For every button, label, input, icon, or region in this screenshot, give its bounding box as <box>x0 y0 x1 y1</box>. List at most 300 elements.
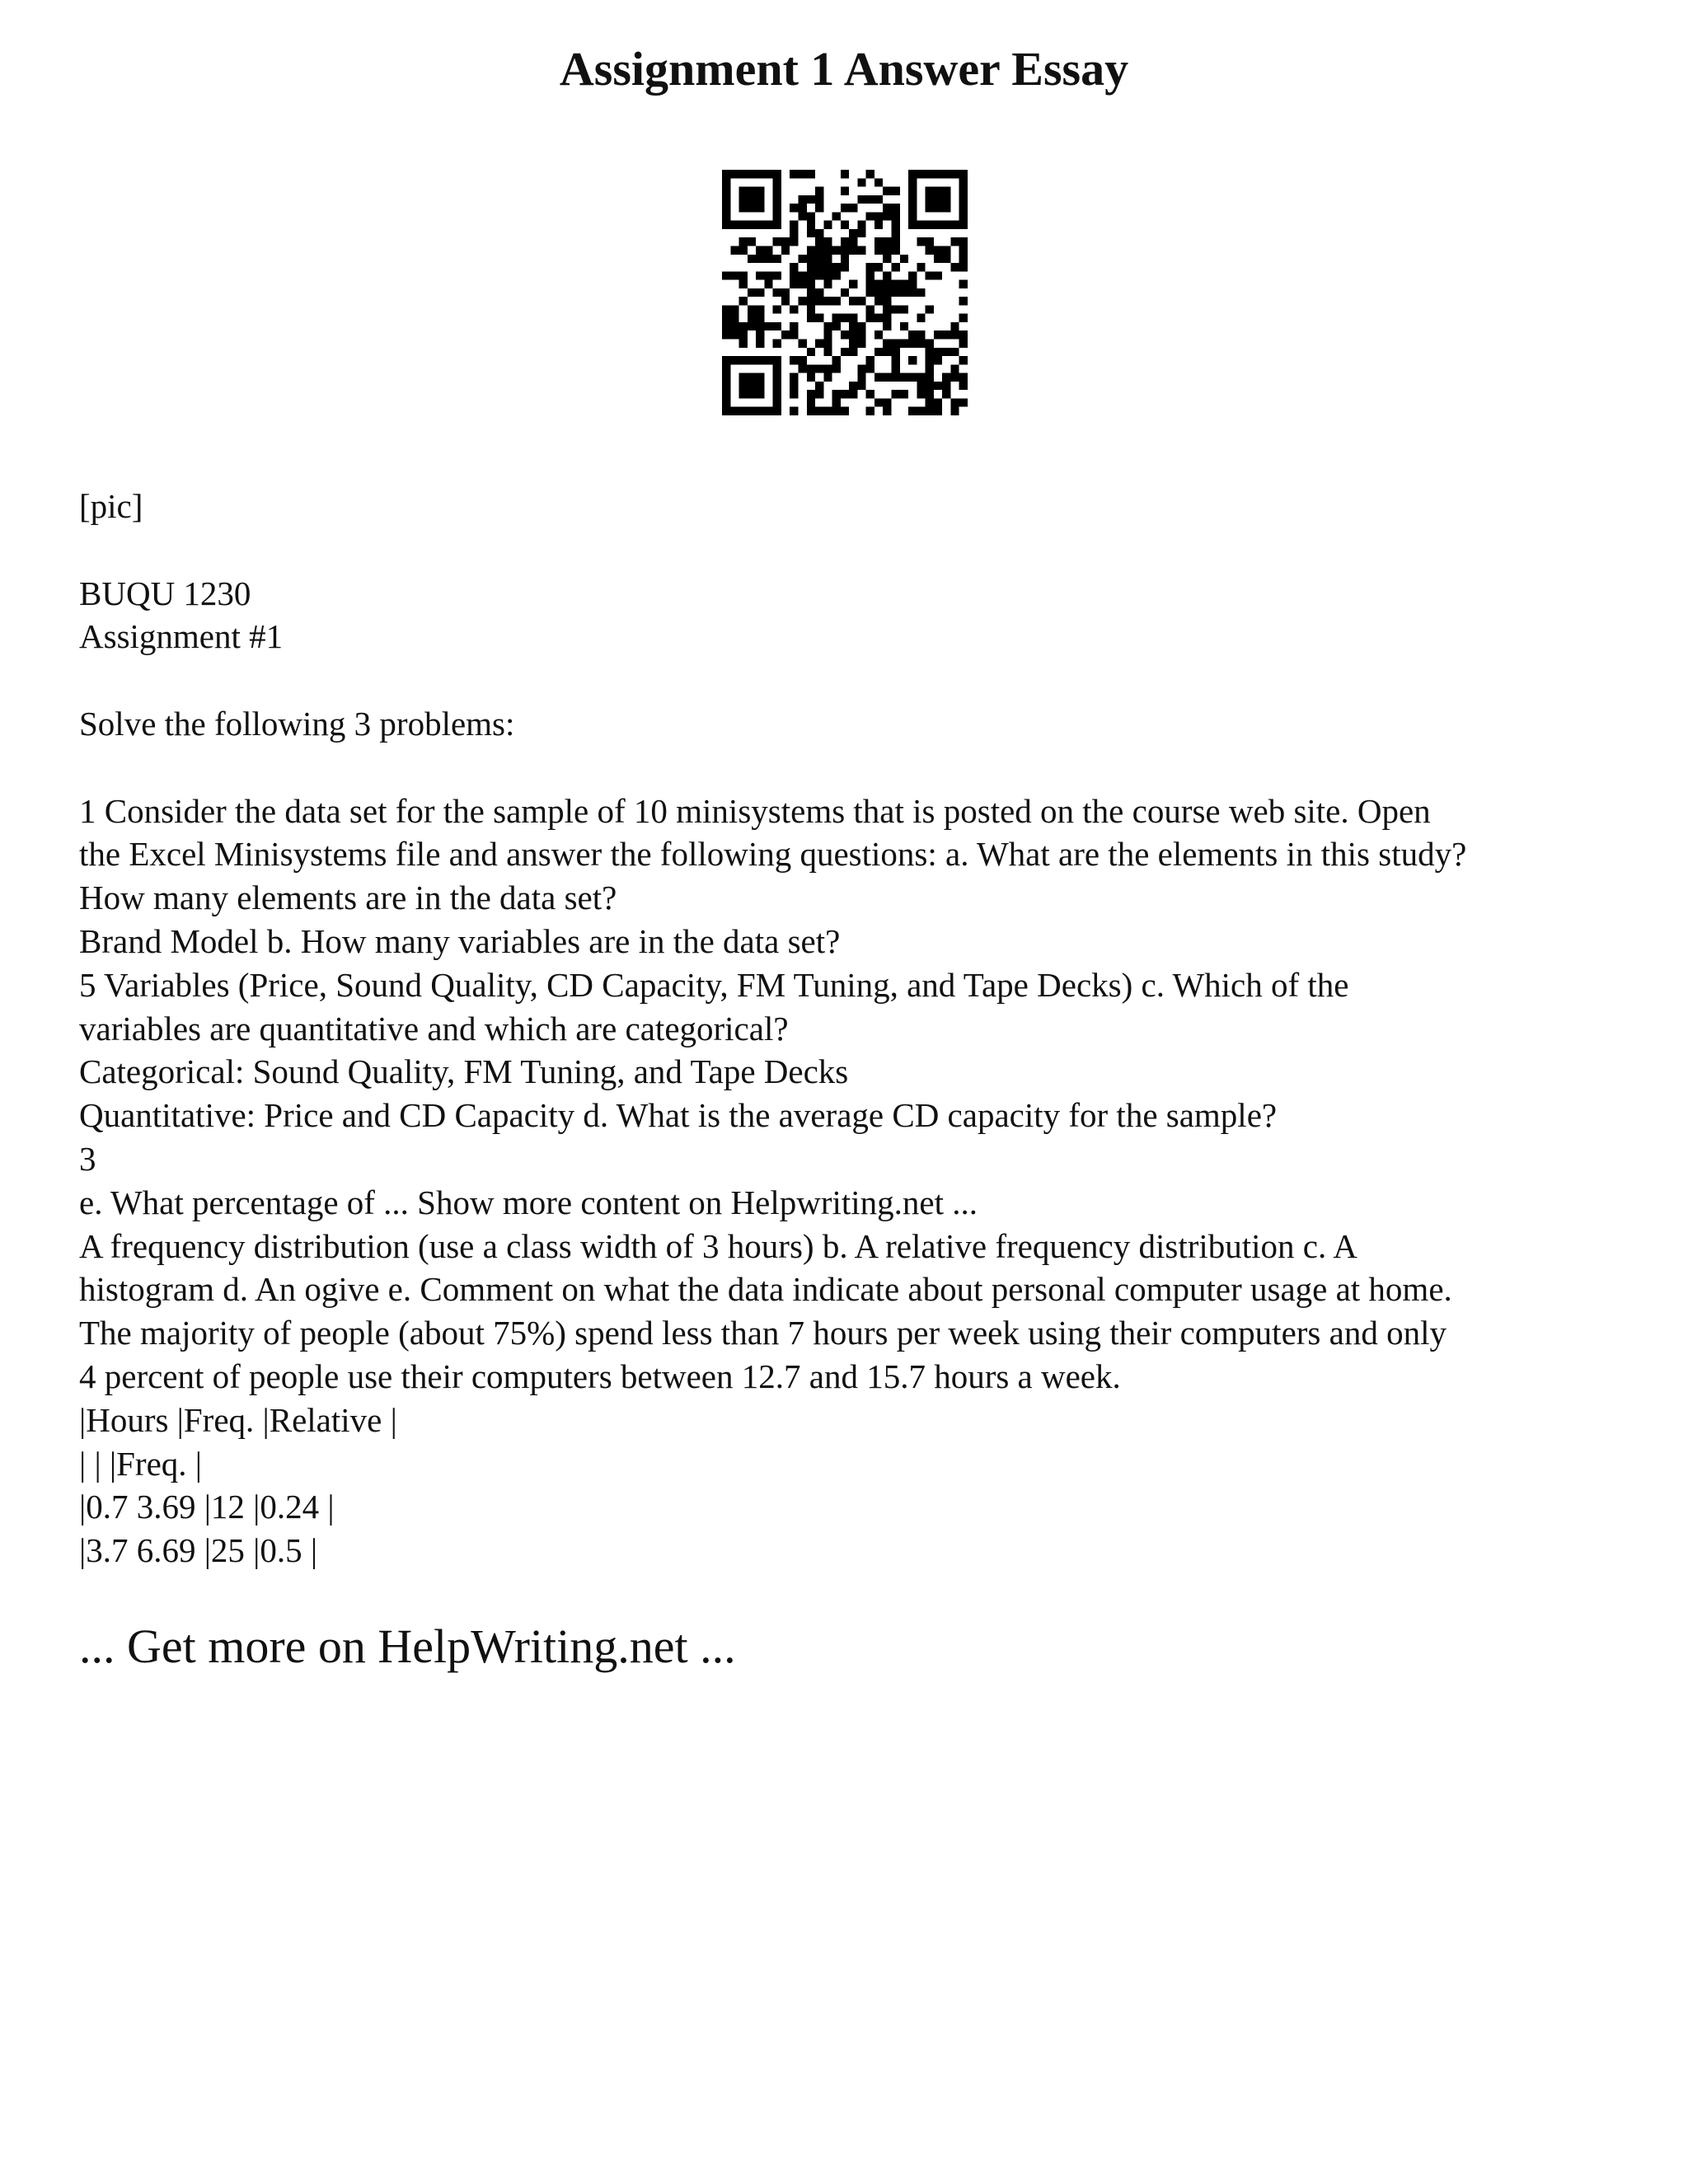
qr-module <box>773 288 781 297</box>
problem-line: How many elements are in the data set? <box>79 879 617 917</box>
qr-module <box>926 398 934 406</box>
qr-module <box>857 340 865 348</box>
qr-module <box>857 364 865 373</box>
qr-module <box>926 237 934 246</box>
qr-module <box>722 170 730 178</box>
qr-module <box>756 305 764 313</box>
qr-module <box>857 246 865 254</box>
pic-placeholder: [pic] <box>79 487 143 525</box>
qr-module <box>756 255 764 263</box>
qr-code[interactable] <box>722 170 968 415</box>
qr-module <box>790 305 798 313</box>
qr-module <box>917 314 925 322</box>
qr-module <box>849 280 857 288</box>
qr-module <box>866 195 874 204</box>
qr-module <box>883 373 891 382</box>
qr-module <box>874 348 883 356</box>
qr-module <box>857 382 865 390</box>
qr-module <box>790 229 798 237</box>
qr-module <box>866 212 874 220</box>
qr-module <box>857 322 865 330</box>
qr-module <box>739 204 748 212</box>
qr-module <box>722 314 730 322</box>
qr-module <box>722 305 730 313</box>
qr-module <box>874 221 883 229</box>
qr-module <box>841 255 849 263</box>
qr-module <box>959 221 968 229</box>
qr-module <box>739 356 748 364</box>
qr-module <box>756 407 764 415</box>
qr-module <box>900 255 908 263</box>
qr-module <box>823 340 832 348</box>
qr-module <box>841 187 849 195</box>
qr-module <box>781 237 790 246</box>
qr-module <box>739 373 748 382</box>
qr-module <box>798 271 806 279</box>
qr-module <box>892 229 900 237</box>
qr-module <box>926 390 934 398</box>
qr-module <box>722 178 730 186</box>
qr-module <box>773 373 781 382</box>
qr-module <box>722 221 730 229</box>
qr-module <box>849 390 857 398</box>
qr-module <box>934 407 942 415</box>
qr-module <box>764 246 772 254</box>
spacer <box>79 746 1645 790</box>
qr-module <box>874 398 883 406</box>
qr-module <box>866 356 874 364</box>
qr-module <box>950 348 959 356</box>
qr-module <box>790 204 798 212</box>
qr-module <box>815 229 823 237</box>
qr-module <box>849 204 857 212</box>
qr-module <box>798 280 806 288</box>
qr-module <box>722 212 730 220</box>
qr-module <box>959 373 968 382</box>
qr-module <box>874 280 883 288</box>
qr-module <box>934 398 942 406</box>
qr-module <box>773 398 781 406</box>
problem-line: The majority of people (about 75%) spend less than 7 hours per week using their computers and only <box>79 1314 1447 1352</box>
qr-module <box>823 364 832 373</box>
qr-module <box>934 348 942 356</box>
qr-module <box>798 212 806 220</box>
qr-module <box>773 271 781 279</box>
qr-module <box>823 322 832 330</box>
qr-module <box>942 330 950 339</box>
qr-module <box>908 187 917 195</box>
qr-module <box>722 271 730 279</box>
qr-module <box>874 330 883 339</box>
qr-module <box>917 330 925 339</box>
table-line: |0.7 3.69 |12 |0.24 | <box>79 1488 335 1526</box>
qr-module <box>959 297 968 305</box>
qr-module <box>790 382 798 390</box>
qr-module <box>748 382 756 390</box>
table-line: | | |Freq. | <box>79 1444 202 1483</box>
qr-module <box>926 170 934 178</box>
qr-module <box>841 314 849 322</box>
qr-module <box>883 212 891 220</box>
qr-module <box>756 390 764 398</box>
qr-module <box>815 382 823 390</box>
qr-module <box>926 204 934 212</box>
qr-module <box>926 246 934 254</box>
qr-module <box>959 398 968 406</box>
qr-module <box>926 340 934 348</box>
qr-module <box>722 398 730 406</box>
qr-module <box>832 364 841 373</box>
qr-module <box>908 330 917 339</box>
qr-module <box>739 407 748 415</box>
qr-module <box>908 195 917 204</box>
qr-module <box>942 382 950 390</box>
qr-module <box>739 246 748 254</box>
qr-module <box>823 297 832 305</box>
qr-module <box>934 187 942 195</box>
qr-module <box>823 407 832 415</box>
qr-module <box>730 246 738 254</box>
qr-module <box>926 221 934 229</box>
qr-module <box>815 263 823 271</box>
qr-module <box>773 255 781 263</box>
qr-module <box>866 390 874 398</box>
problem-line: A frequency distribution (use a class width of 3 hours) b. A relative frequency distribution c. A <box>79 1226 1357 1265</box>
qr-module <box>874 212 883 220</box>
qr-module <box>823 330 832 339</box>
qr-module <box>807 212 815 220</box>
table-line: |Hours |Freq. |Relative | <box>79 1400 397 1439</box>
qr-module <box>866 263 874 271</box>
qr-module <box>883 288 891 297</box>
qr-code-image <box>722 170 968 415</box>
qr-module <box>883 246 891 254</box>
course-code: BUQU 1230 <box>79 574 251 612</box>
qr-module <box>874 297 883 305</box>
qr-module <box>950 263 959 271</box>
qr-module <box>900 288 908 297</box>
qr-module <box>883 407 891 415</box>
qr-module <box>773 364 781 373</box>
qr-module <box>764 322 772 330</box>
qr-module <box>934 221 942 229</box>
qr-module <box>739 170 748 178</box>
page-title: Assignment 1 Answer Essay <box>559 42 1129 96</box>
qr-module <box>773 212 781 220</box>
qr-module <box>874 178 883 186</box>
qr-module <box>950 221 959 229</box>
qr-module <box>883 340 891 348</box>
qr-module <box>781 288 790 297</box>
qr-module <box>739 195 748 204</box>
problem-line: the Excel Minisystems file and answer the following questions: a. What are the elements in this study? <box>79 835 1467 874</box>
qr-module <box>748 288 756 297</box>
qr-module <box>748 356 756 364</box>
qr-module <box>807 314 815 322</box>
qr-module <box>849 314 857 322</box>
qr-module <box>756 373 764 382</box>
qr-module <box>849 246 857 254</box>
qr-module <box>730 170 738 178</box>
qr-module <box>942 170 950 178</box>
qr-module <box>722 204 730 212</box>
qr-module <box>892 288 900 297</box>
qr-module <box>764 280 772 288</box>
qr-module <box>790 407 798 415</box>
qr-module <box>790 330 798 339</box>
qr-module <box>883 297 891 305</box>
qr-module <box>739 187 748 195</box>
qr-module <box>841 407 849 415</box>
qr-module <box>926 195 934 204</box>
qr-module <box>823 246 832 254</box>
qr-module <box>781 330 790 339</box>
qr-module <box>773 322 781 330</box>
problem-line: Categorical: Sound Quality, FM Tuning, and Tape Decks <box>79 1052 849 1091</box>
qr-module <box>900 280 908 288</box>
qr-module <box>807 229 815 237</box>
qr-module <box>773 382 781 390</box>
qr-module <box>959 237 968 246</box>
qr-module <box>934 330 942 339</box>
qr-module <box>756 382 764 390</box>
qr-module <box>815 255 823 263</box>
qr-module <box>849 237 857 246</box>
qr-module <box>823 280 832 288</box>
qr-module <box>790 271 798 279</box>
qr-module <box>739 340 748 348</box>
qr-module <box>866 288 874 297</box>
qr-module <box>773 170 781 178</box>
qr-module <box>790 322 798 330</box>
qr-module <box>959 212 968 220</box>
qr-module <box>748 314 756 322</box>
qr-module <box>739 297 748 305</box>
qr-module <box>748 255 756 263</box>
qr-module <box>815 288 823 297</box>
qr-module <box>866 170 874 178</box>
qr-module <box>857 373 865 382</box>
qr-module <box>866 314 874 322</box>
qr-module <box>950 407 959 415</box>
qr-module <box>815 297 823 305</box>
qr-module <box>883 255 891 263</box>
qr-module <box>942 373 950 382</box>
qr-module <box>798 195 806 204</box>
qr-module <box>739 271 748 279</box>
qr-module <box>815 271 823 279</box>
qr-module <box>874 246 883 254</box>
qr-module <box>764 356 772 364</box>
qr-module <box>798 297 806 305</box>
document-body <box>79 485 1645 1572</box>
qr-module <box>900 340 908 348</box>
qr-module <box>790 237 798 246</box>
qr-module <box>790 356 798 364</box>
qr-module <box>823 221 832 229</box>
qr-module <box>748 390 756 398</box>
qr-module <box>883 314 891 322</box>
qr-module <box>764 271 772 279</box>
problem-line: 3 <box>79 1139 96 1178</box>
qr-module <box>874 373 883 382</box>
instructions: Solve the following 3 problems: <box>79 704 515 743</box>
qr-module <box>807 305 815 313</box>
qr-module <box>866 407 874 415</box>
qr-module <box>883 348 891 356</box>
qr-module <box>815 195 823 204</box>
qr-module <box>841 221 849 229</box>
qr-module <box>883 305 891 313</box>
qr-module <box>959 195 968 204</box>
get-more-link[interactable]: ... Get more on HelpWriting.net ... <box>79 1619 736 1673</box>
qr-module <box>790 280 798 288</box>
qr-module <box>892 246 900 254</box>
qr-module <box>807 297 815 305</box>
qr-module <box>917 263 925 271</box>
qr-module <box>892 364 900 373</box>
qr-module <box>883 187 891 195</box>
qr-module <box>866 280 874 288</box>
qr-module <box>892 356 900 364</box>
qr-module <box>959 280 968 288</box>
qr-module <box>798 170 806 178</box>
qr-module <box>730 356 738 364</box>
qr-module <box>748 221 756 229</box>
qr-module <box>959 255 968 263</box>
qr-module <box>892 348 900 356</box>
qr-module <box>832 390 841 398</box>
qr-module <box>832 212 841 220</box>
qr-module <box>756 246 764 254</box>
qr-module <box>832 356 841 364</box>
qr-module <box>748 237 756 246</box>
qr-module <box>950 398 959 406</box>
qr-module <box>926 305 934 313</box>
qr-module <box>807 195 815 204</box>
qr-module <box>832 398 841 406</box>
qr-module <box>756 314 764 322</box>
qr-module <box>917 237 925 246</box>
qr-module <box>942 390 950 398</box>
qr-module <box>722 382 730 390</box>
qr-module <box>866 305 874 313</box>
qr-module <box>832 407 841 415</box>
qr-module <box>832 246 841 254</box>
qr-module <box>917 288 925 297</box>
qr-module <box>807 221 815 229</box>
qr-module <box>908 221 917 229</box>
qr-module <box>950 330 959 339</box>
qr-module <box>841 288 849 297</box>
problem-line: 4 percent of people use their computers between 12.7 and 15.7 hours a week. <box>79 1357 1121 1395</box>
qr-module <box>722 364 730 373</box>
qr-module <box>722 195 730 204</box>
qr-module <box>773 204 781 212</box>
qr-module <box>841 204 849 212</box>
qr-module <box>722 356 730 364</box>
qr-module <box>815 364 823 373</box>
qr-module <box>841 246 849 254</box>
table-line: |3.7 6.69 |25 |0.5 | <box>79 1531 318 1570</box>
qr-module <box>730 221 738 229</box>
qr-module <box>798 204 806 212</box>
qr-module <box>841 330 849 339</box>
qr-module <box>857 330 865 339</box>
qr-module <box>773 356 781 364</box>
qr-module <box>866 271 874 279</box>
qr-module <box>739 237 748 246</box>
qr-module <box>934 255 942 263</box>
qr-module <box>908 280 917 288</box>
qr-module <box>807 280 815 288</box>
qr-module <box>807 398 815 406</box>
qr-module <box>841 263 849 271</box>
qr-module <box>823 255 832 263</box>
qr-module <box>756 204 764 212</box>
qr-module <box>748 373 756 382</box>
qr-module <box>748 305 756 313</box>
qr-module <box>807 390 815 398</box>
qr-module <box>908 271 917 279</box>
qr-module <box>807 288 815 297</box>
qr-module <box>934 271 942 279</box>
qr-module <box>773 390 781 398</box>
qr-module <box>874 314 883 322</box>
qr-module <box>730 322 738 330</box>
qr-module <box>832 271 841 279</box>
qr-module <box>926 364 934 373</box>
qr-module <box>959 263 968 271</box>
qr-module <box>926 407 934 415</box>
qr-module <box>892 237 900 246</box>
qr-module <box>849 330 857 339</box>
qr-module <box>815 204 823 212</box>
qr-module <box>934 195 942 204</box>
qr-module <box>874 263 883 271</box>
qr-module <box>942 221 950 229</box>
qr-module <box>892 187 900 195</box>
assignment-label: Assignment #1 <box>79 617 284 656</box>
qr-module <box>823 271 832 279</box>
problem-line: e. What percentage of ... Show more content on Helpwriting.net ... <box>79 1183 978 1221</box>
qr-module <box>942 204 950 212</box>
qr-module <box>942 187 950 195</box>
qr-module <box>857 178 865 186</box>
qr-module <box>832 297 841 305</box>
spacer <box>79 658 1645 702</box>
qr-module <box>748 187 756 195</box>
qr-module <box>917 390 925 398</box>
qr-module <box>959 204 968 212</box>
qr-module <box>934 246 942 254</box>
qr-module <box>756 330 764 339</box>
qr-module <box>874 237 883 246</box>
qr-module <box>730 271 738 279</box>
problem-line: Quantitative: Price and CD Capacity d. What is the average CD capacity for the sample? <box>79 1096 1278 1135</box>
qr-module <box>756 195 764 204</box>
qr-module <box>883 271 891 279</box>
qr-module <box>908 340 917 348</box>
qr-module <box>756 322 764 330</box>
qr-module <box>917 340 925 348</box>
qr-module <box>807 348 815 356</box>
qr-module <box>934 204 942 212</box>
qr-module <box>942 246 950 254</box>
qr-module <box>807 246 815 254</box>
qr-module <box>926 271 934 279</box>
qr-module <box>832 322 841 330</box>
